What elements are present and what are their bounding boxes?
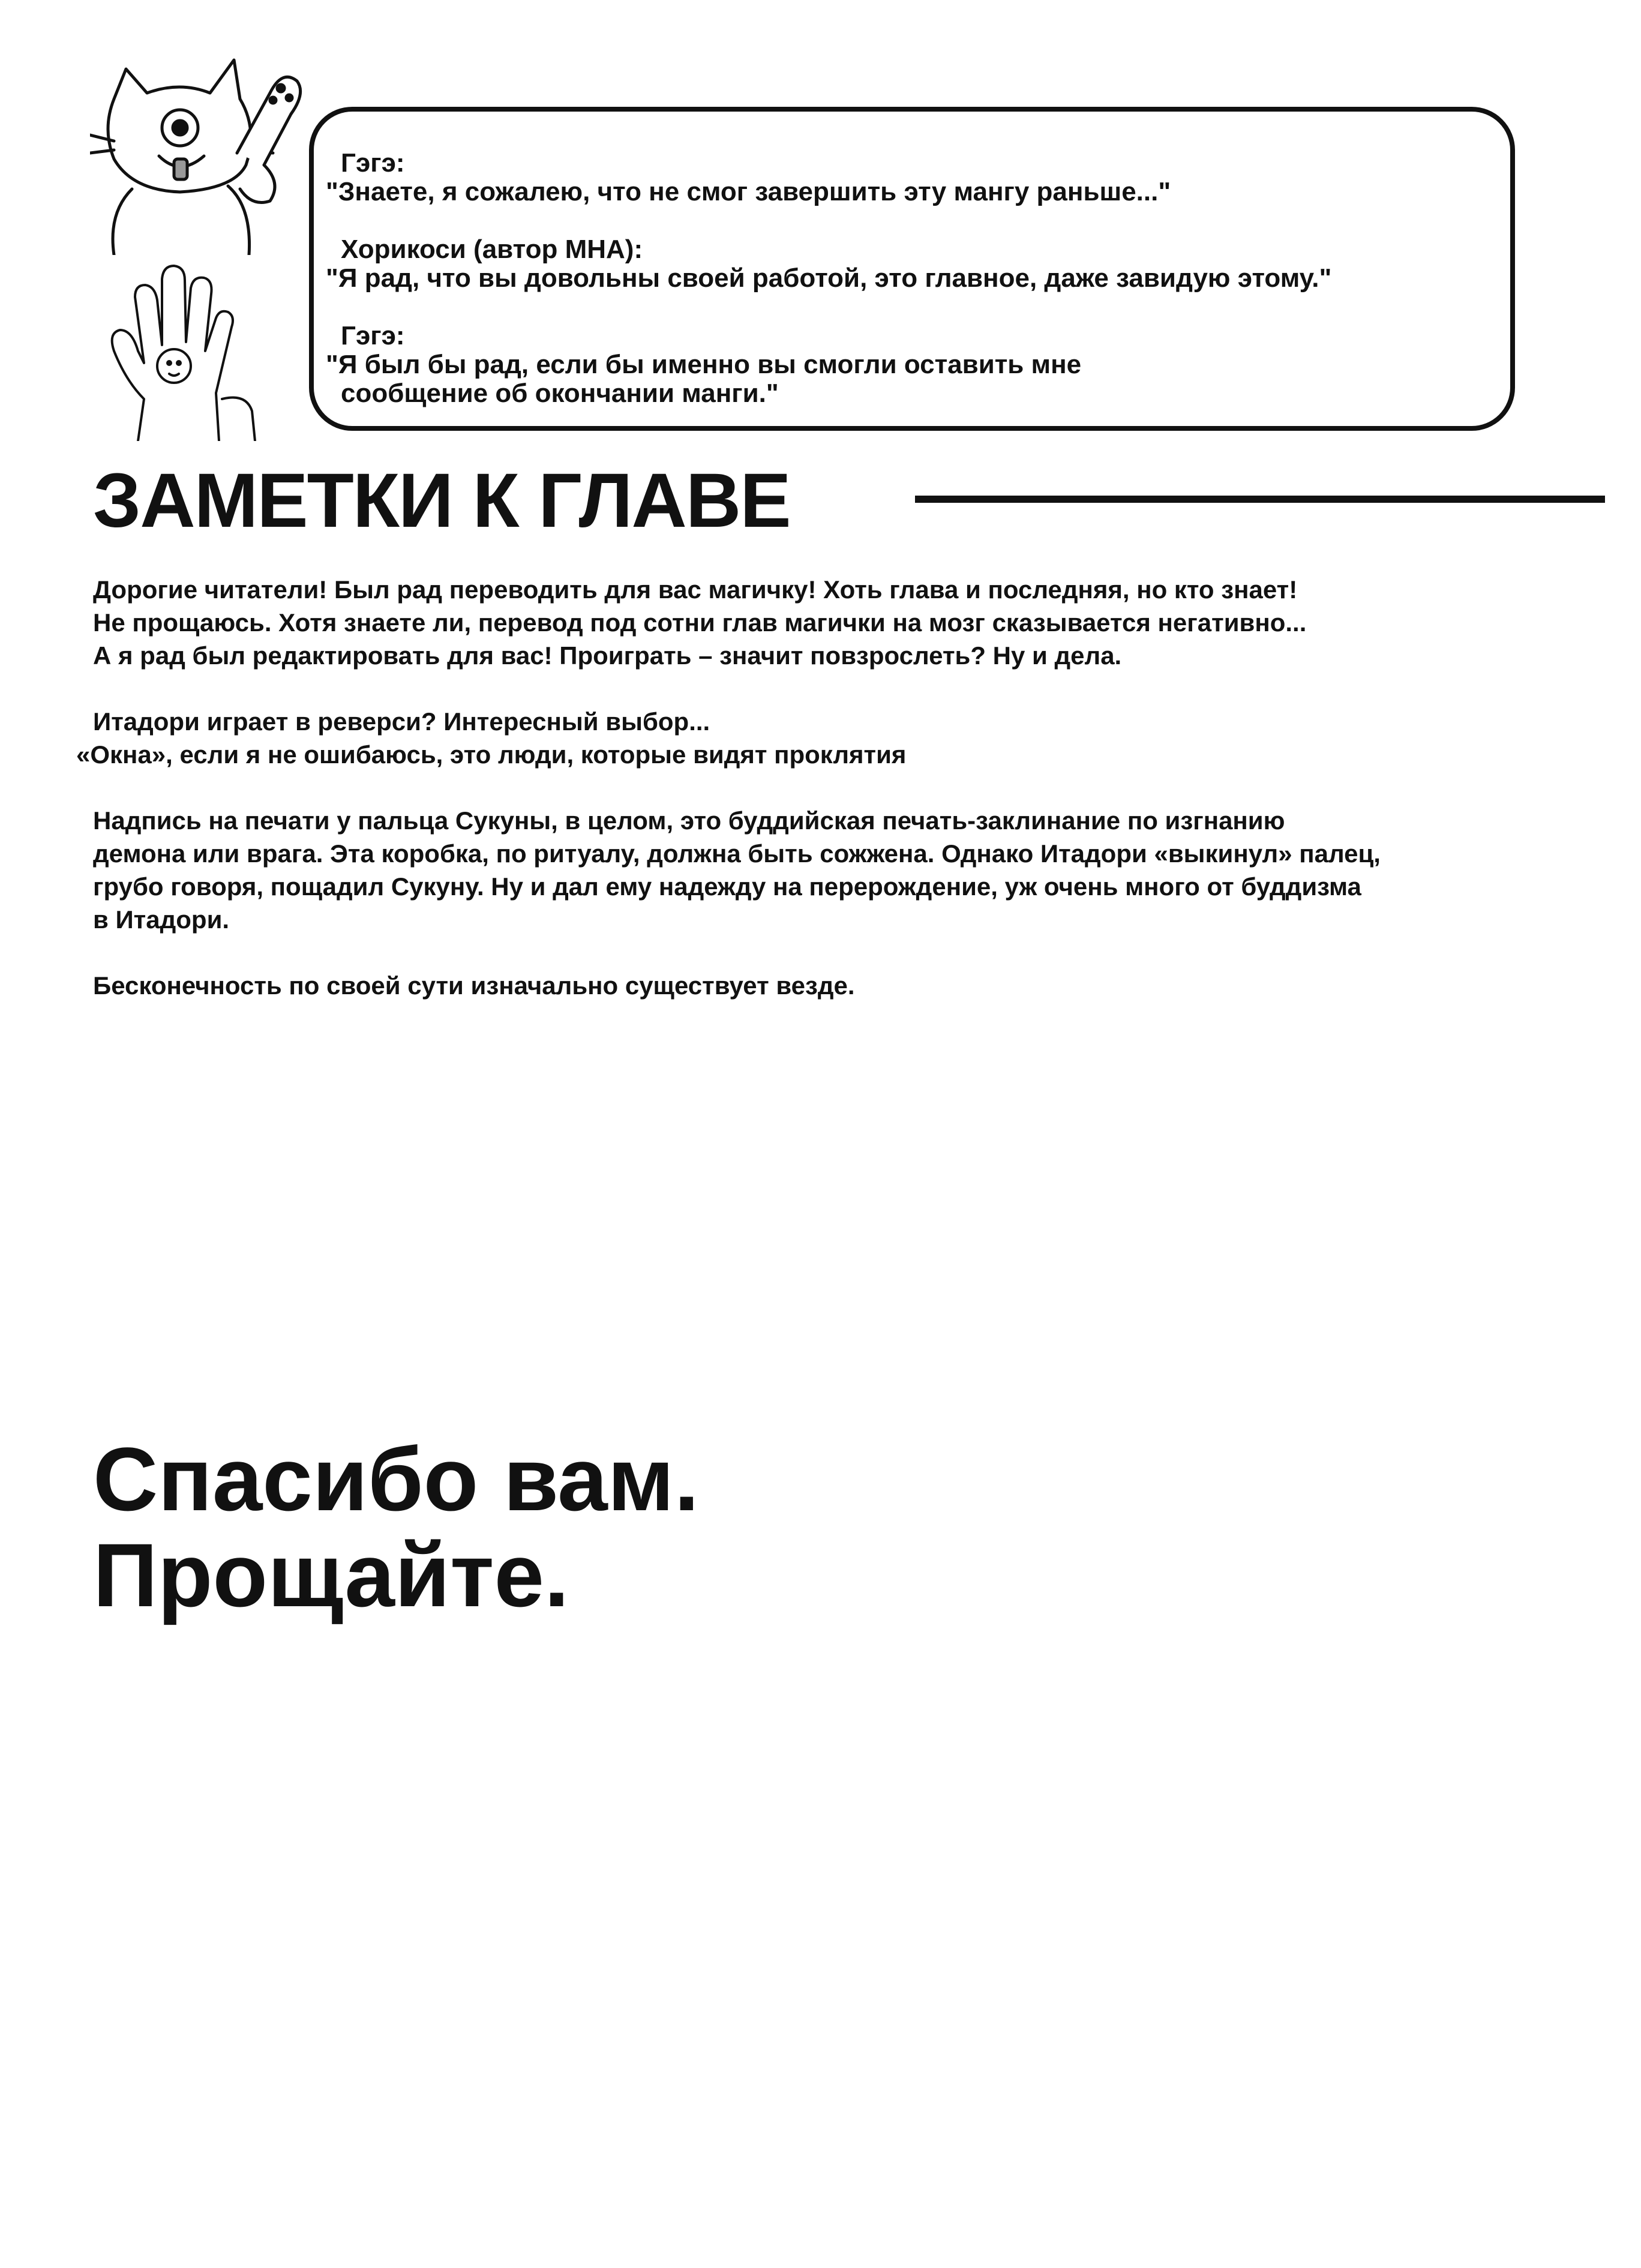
- notes-paragraph: [93, 804, 1593, 936]
- speaker-name: Гэгэ:: [341, 321, 405, 350]
- quote-text-continued: сообщение об окончании манги.": [341, 379, 779, 408]
- raised-hand-with-face-icon: [102, 261, 282, 441]
- section-header: [93, 459, 1605, 543]
- farewell-message: [93, 1431, 699, 1623]
- notes-line: грубо говоря, пощадил Сукуну. Ну и дал ему надежду на перерождение, уж очень много от буддизма: [93, 872, 1361, 901]
- speech-bubble: [309, 107, 1515, 431]
- notes-line: Надпись на печати у пальца Сукуны, в целом, это буддийская печать-заклинание по изгнанию: [93, 806, 1285, 835]
- quote-text: "Знаете, я сожалею, что не смог завершить эту мангу раньше...": [326, 177, 1171, 206]
- quote-text: "Я рад, что вы довольны своей работой, это главное, даже завидую этому.": [326, 263, 1332, 293]
- farewell-line: Прощайте.: [93, 1525, 569, 1625]
- notes-line: Бесконечность по своей сути изначально существует везде.: [93, 971, 855, 1000]
- notes-line: Итадори играет в реверси? Интересный выбор...: [93, 707, 710, 736]
- notes-paragraph: [76, 705, 1593, 771]
- chapter-notes: [76, 573, 1593, 1035]
- speaker-name: Хорикоси (автор МНА):: [341, 235, 643, 264]
- notes-line: в Итадори.: [93, 905, 230, 934]
- notes-line: Не прощаюсь. Хотя знаете ли, перевод под сотни глав магички на мозг сказывается негативно...: [93, 608, 1307, 637]
- notes-line: А я рад был редактировать для вас! Проиграть – значит повзрослеть? Ну и дела.: [93, 641, 1122, 670]
- farewell-line: Спасибо вам.: [93, 1429, 700, 1529]
- section-title: ЗАМЕТКИ К ГЛАВЕ: [93, 458, 790, 544]
- author-illustrations: [90, 57, 318, 441]
- notes-paragraph: [93, 969, 1593, 1002]
- notes-line: демона или врага. Эта коробка, по ритуалу, должна быть сожжена. Однако Итадори «выкинул» палец,: [93, 839, 1381, 868]
- title-divider: [915, 496, 1605, 503]
- speaker-name: Гэгэ:: [341, 148, 405, 178]
- one-eyed-cat-waving-icon: [90, 57, 306, 255]
- quote-text: "Я был бы рад, если бы именно вы смогли оставить мне: [326, 350, 1082, 379]
- notes-line: Дорогие читатели! Был рад переводить для вас магичку! Хоть глава и последняя, но кто знает!: [93, 575, 1298, 604]
- notes-line: «Окна», если я не ошибаюсь, это люди, которые видят проклятия: [76, 740, 907, 769]
- notes-paragraph: [93, 573, 1593, 672]
